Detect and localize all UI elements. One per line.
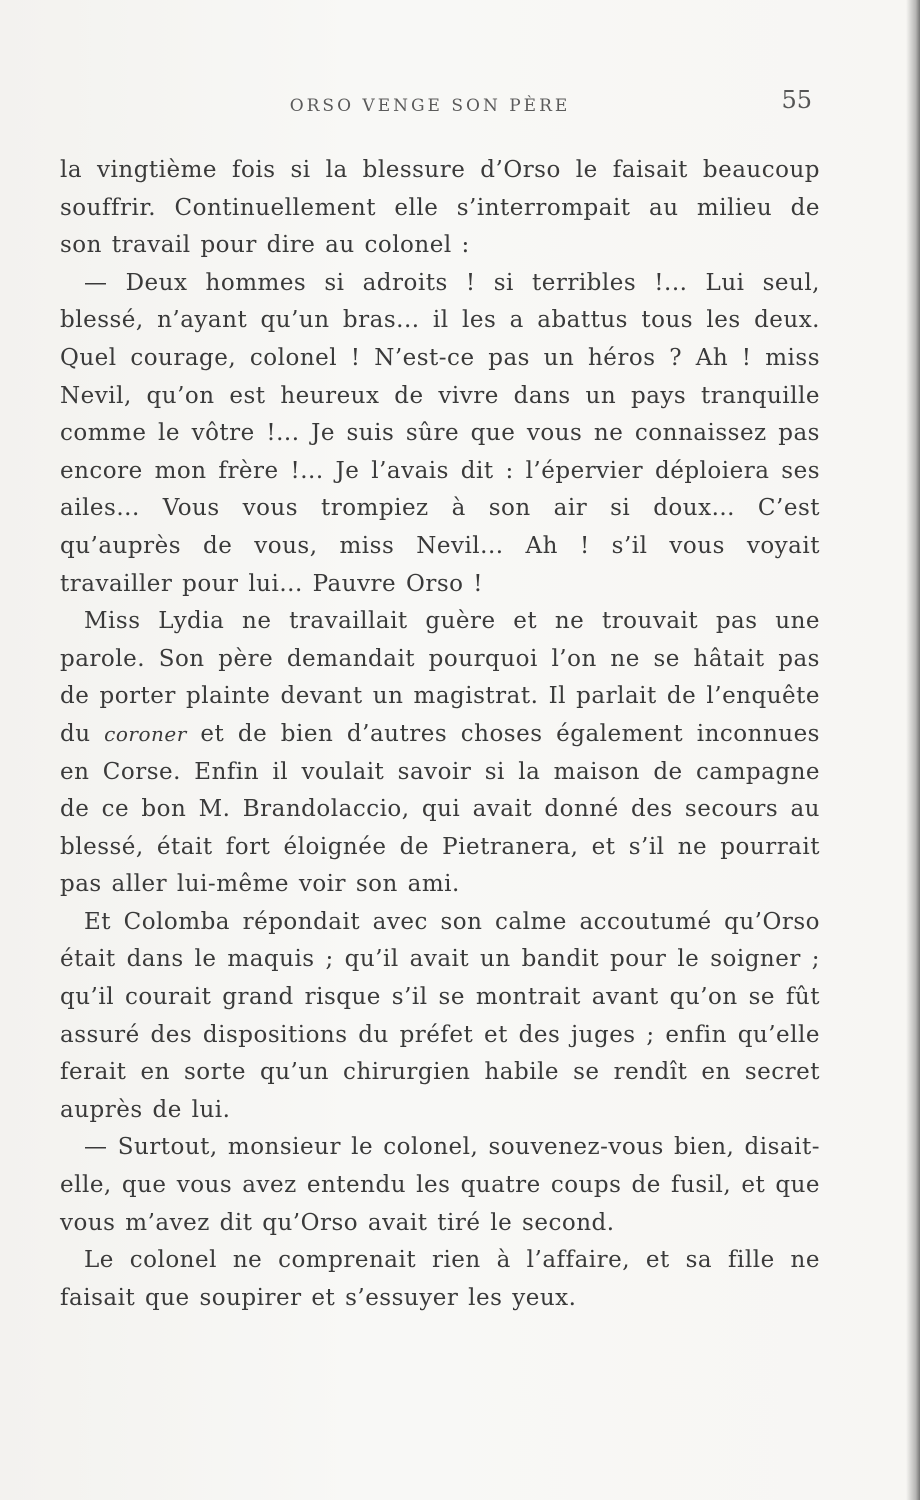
paragraph-4: Et Colomba répondait avec son calme accoutumé qu’Orso était dans le maquis ; qu’il avait un bandit pour le soigner ; qu’il courait grand risque s’il se montrait avant qu’on se fût assuré des dispositions du préfet et des juges ; enfin qu’elle ferait en sorte qu’un chirurgien habile se rendît en secret auprès de lui. — [60, 908, 820, 1123]
body-text — [60, 152, 820, 1317]
paragraph-3-part-1: Miss Lydia ne travaillait guère et ne trouvait pas une parole. Son père demandait pourquoi l’on ne se hâtait pas de porter plainte devant un magistrat. Il parlait de l’enquête du — [60, 608, 820, 747]
page-number: 55 — [781, 86, 812, 114]
paragraph-3-part-2: et de bien d’autres choses également inconnues en Corse. Enfin il voulait savoir si la maison de campagne de ce bon M. Brandolaccio, qui avait donné des secours au blessé, était fort éloignée de Pietranera, et s’il ne pourrait pas aller lui-même voir son ami. — [60, 720, 820, 898]
paragraph-3 — [60, 603, 820, 904]
running-head: ORSO VENGE SON PÈRE — [289, 96, 571, 116]
italic-term-coroner: coroner — [104, 721, 187, 746]
page-edge-shadow — [906, 0, 920, 1500]
paragraph-6: Le colonel ne comprenait rien à l’affaire, et sa fille ne faisait que soupirer et s’essuyer les yeux. — [60, 1247, 820, 1311]
paragraph-1: la vingtième fois si la blessure d’Orso le faisait beaucoup souffrir. Continuellement elle s’interrompait au milieu de son travail pour dire au colonel : — [60, 157, 820, 259]
paragraph-2: — Deux hommes si adroits ! si terribles !... Lui seul, blessé, n’ayant qu’un bras... il les a abattus tous les deux. Quel courage, colonel ! N’est-ce pas un héros ? Ah ! miss Nevil, qu’on est heureux de vivre dans un pays tranquille comme le vôtre !... Je suis sûre que vous ne connaissez pas encore mon frère !... Je l’avais dit : l’épervier déploiera ses ailes... Vous vous trompiez à son air si doux... C’est qu’auprès de vous, miss Nevil... Ah ! s’il vous voyait travailler pour lui... Pauvre Orso ! — [60, 269, 820, 597]
paragraph-5: — Surtout, monsieur le colonel, souvenez-vous bien, disait-elle, que vous avez entendu les quatre coups de fusil, et que vous m’avez dit qu’Orso avait tiré le second. — [60, 1134, 820, 1236]
